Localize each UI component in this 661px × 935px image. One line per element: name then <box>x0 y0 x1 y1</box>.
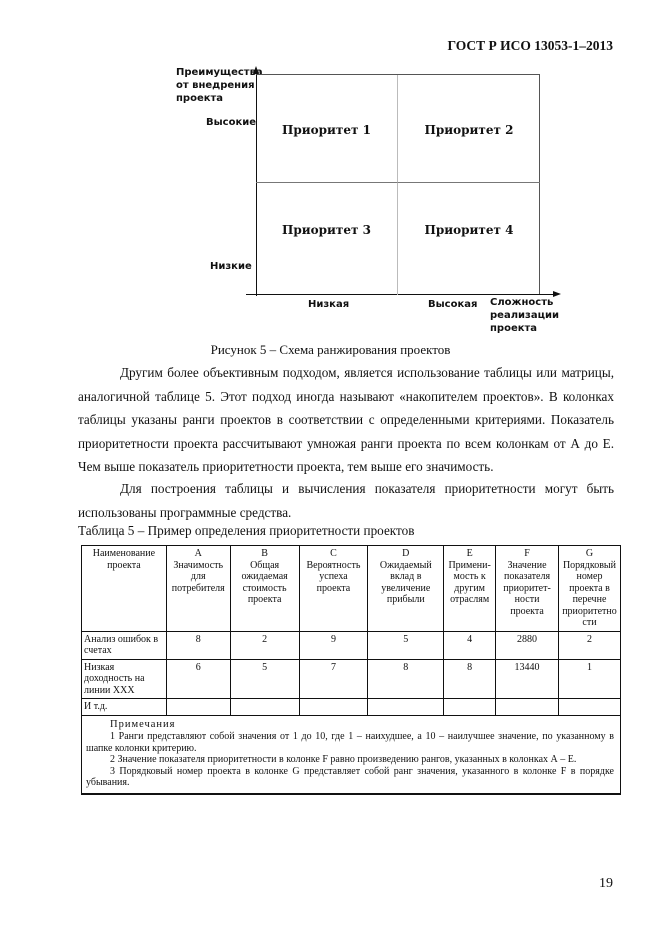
y-axis-title: Преимущества от внедрения проекта <box>176 67 263 104</box>
matrix-cell-priority-4: Приоритет 4 <box>424 223 514 237</box>
table-cell: 2880 <box>496 631 559 659</box>
table-cell: 8 <box>166 631 230 659</box>
table-cell: 13440 <box>496 659 559 699</box>
table-cell <box>368 699 444 716</box>
note-item: 3 Порядковый номер проекта в колонке G представляет собой ранг значения, указанного в колонке F в порядке убывания. <box>86 765 614 788</box>
table-notes-row <box>82 715 621 794</box>
x-axis-low-label: Низкая <box>308 299 350 310</box>
y-axis-high-label: Высокие <box>206 117 257 128</box>
page-number: 19 <box>599 876 613 891</box>
priority-table <box>81 545 621 795</box>
x-axis-title: Сложность реализации проекта <box>490 297 560 334</box>
table-cell: 7 <box>299 659 368 699</box>
notes-title: Примечания <box>110 718 176 730</box>
matrix-cell-priority-2: Приоритет 2 <box>398 75 540 183</box>
column-header: F Значение показателя приоритет-ности проекта <box>496 546 559 632</box>
table-cell: 2 <box>230 631 299 659</box>
column-header: A Значимость для потребителя <box>166 546 230 632</box>
table-cell: И т.д. <box>82 699 167 716</box>
table-cell: 6 <box>166 659 230 699</box>
table-cell <box>299 699 368 716</box>
y-axis-low-label: Низкие <box>210 261 252 272</box>
priority-matrix <box>256 74 540 294</box>
table-title: Таблица 5 – Пример определения приоритетности проектов <box>78 523 415 538</box>
column-header: D Ожидаемый вклад в увеличение прибыли <box>368 546 444 632</box>
table-cell: 8 <box>368 659 444 699</box>
table-row <box>82 631 621 659</box>
document-header: ГОСТ Р ИСО 13053-1–2013 <box>447 38 613 53</box>
body-paragraph-1: Другим более объективным подходом, является использование таблицы или матрицы, аналогичной таблице 5. Этот подход иногда называют «накопителем проектов». В колонках таблицы указаны ранги проектов в соответствии с определенными критериями. Показатель приоритетности проекта рассчитывают умножая ранги проекта по всем колонкам от А до Е. Чем выше показатель приоритетности проекта, тем выше его значимость. <box>78 365 614 474</box>
table-header-row <box>82 546 621 632</box>
column-header: Наименование проекта <box>82 546 167 632</box>
table-cell: 2 <box>558 631 620 659</box>
table-cell: 9 <box>299 631 368 659</box>
table-cell: 8 <box>444 659 496 699</box>
table-cell <box>444 699 496 716</box>
table-cell <box>558 699 620 716</box>
note-item: 2 Значение показателя приоритетности в колонке F равно произведению рангов, указанных в колонках А – Е. <box>110 754 577 765</box>
column-header: G Порядковый номер проекта в перечне приоритетно сти <box>558 546 620 632</box>
matrix-cell-priority-3: Приоритет 3 <box>256 183 398 295</box>
table-cell: 5 <box>368 631 444 659</box>
column-header: B Общая ожидаемая стоимость проекта <box>230 546 299 632</box>
table-notes <box>82 715 621 794</box>
x-axis-high-label: Высокая <box>428 299 478 310</box>
column-header: E Примени-мость к другим отраслям <box>444 546 496 632</box>
table-row <box>82 659 621 699</box>
figure-caption: Рисунок 5 – Схема ранжирования проектов <box>210 342 451 357</box>
table-cell: 5 <box>230 659 299 699</box>
matrix-cell-priority-1: Приоритет 1 <box>256 75 398 183</box>
table-cell <box>496 699 559 716</box>
column-header: C Вероятность успеха проекта <box>299 546 368 632</box>
priority-matrix-figure <box>150 60 570 350</box>
table-cell: 4 <box>444 631 496 659</box>
table-cell <box>230 699 299 716</box>
table-cell: Анализ ошибок в счетах <box>82 631 167 659</box>
body-paragraph-2: Для построения таблицы и вычисления показателя приоритетности могут быть использованы программные средства. <box>78 481 614 520</box>
note-item: 1 Ранги представляют собой значения от 1 до 10, где 1 – наихудшее, а 10 – наилучшее значение, по указанному в шапке колонки критерию. <box>86 731 614 754</box>
table-cell <box>166 699 230 716</box>
table-cell: 1 <box>558 659 620 699</box>
table-cell: Низкая доходность на линии ХХХ <box>82 659 167 699</box>
table-row <box>82 699 621 716</box>
